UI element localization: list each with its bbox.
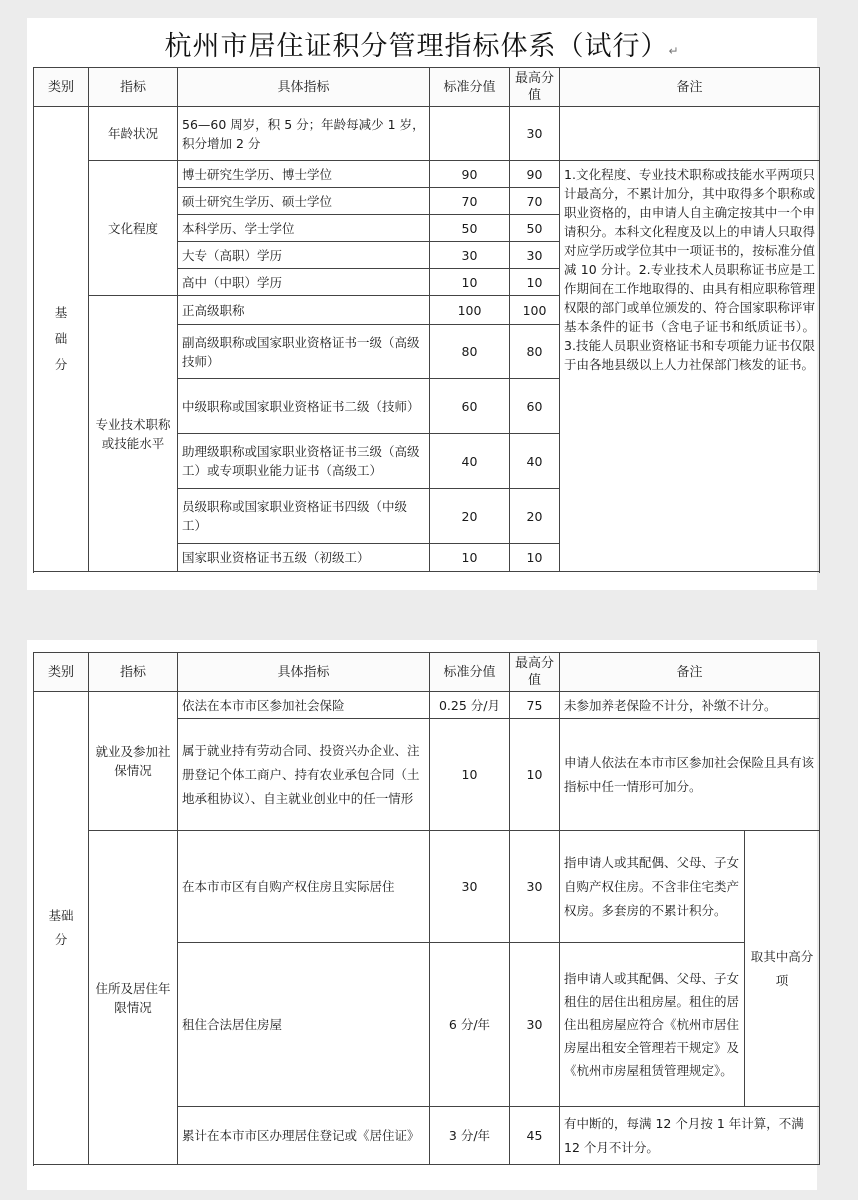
indicator-residence: 住所及居住年限情况 [89,831,178,1165]
remarks-cell: 有中断的，每满 12 个月按 1 年计算，不满 12 个月不计分。 [560,1107,820,1165]
header-category: 类别 [34,653,89,692]
header-max: 最高分值 [510,653,560,692]
max-cell: 10 [510,544,560,572]
standard-cell: 10 [430,269,510,296]
remarks-age [560,107,820,161]
document-page-2 [27,640,817,1190]
max-cell: 10 [510,269,560,296]
specific-cell: 副高级职称或国家职业资格证书一级（高级技师） [178,325,430,379]
header-remarks: 备注 [560,68,820,107]
standard-cell: 100 [430,296,510,325]
category-cell [34,692,89,1165]
specific-cell: 正高级职称 [178,296,430,325]
table-row [34,161,820,188]
indicator-professional: 专业技术职称或技能水平 [89,296,178,572]
standard-cell: 0.25 分/月 [430,692,510,719]
header-specific: 具体指标 [178,653,430,692]
max-cell: 30 [510,242,560,269]
max-cell: 90 [510,161,560,188]
specific-cell: 国家职业资格证书五级（初级工） [178,544,430,572]
max-cell: 50 [510,215,560,242]
standard-age [430,107,510,161]
remarks-cell: 指申请人或其配偶、父母、子女租住的居住出租房屋。租住的居住出租房屋应符合《杭州市居住房屋出租安全管理若干规定》及《杭州市房屋租赁管理规定》。 [560,943,745,1107]
standard-cell: 30 [430,831,510,943]
indicator-education: 文化程度 [89,161,178,296]
table-header-row [34,653,820,692]
specific-cell: 属于就业持有劳动合同、投资兴办企业、注册登记个体工商户、持有农业承包合同（土地承租协议）、自主就业创业中的任一情形 [178,719,430,831]
points-table-1 [33,67,820,572]
specific-cell: 租住合法居住房屋 [178,943,430,1107]
max-cell: 75 [510,692,560,719]
table-row [34,831,820,943]
document-title [27,24,817,63]
category-label: 基础分 [54,305,68,372]
max-cell: 10 [510,719,560,831]
table-header-row [34,68,820,107]
header-indicator: 指标 [89,68,178,107]
standard-cell: 20 [430,489,510,544]
remarks-cell: 申请人依法在本市市区参加社会保险且具有该指标中任一情形可加分。 [560,719,820,831]
category-label: 基础分 [48,908,74,947]
specific-cell: 本科学历、学士学位 [178,215,430,242]
specific-cell: 大专（高职）学历 [178,242,430,269]
max-cell: 40 [510,434,560,489]
specific-cell: 依法在本市市区参加社会保险 [178,692,430,719]
standard-cell: 10 [430,719,510,831]
standard-cell: 3 分/年 [430,1107,510,1165]
specific-age: 56—60 周岁，积 5 分；年龄每减少 1 岁，积分增加 2 分 [178,107,430,161]
standard-cell: 30 [430,242,510,269]
header-category: 类别 [34,68,89,107]
specific-cell: 累计在本市市区办理居住登记或《居住证》 [178,1107,430,1165]
remarks-notes: 1.文化程度、专业技术职称或技能水平两项只计最高分，不累计加分，其中取得多个职称或职业资格的，由申请人自主确定按其中一个申请积分。本科文化程度及以上的申请人只取得对应学历或学位其中一项证书的，按标准分值减 10 分计。2.专业技术人员职称证书应是工作期间在工作地取得的、由具有相应职称管理权限的部门或单位颁发的、符合国家职称评审基本条件的证书（含电子证书和纸质证书）。3.技能人员职业资格证书和专项能力证书仅限于由各地县级以上人力社保部门核发的证书。 [560,161,820,572]
remarks-combined: 取其中高分项 [745,831,820,1107]
header-remarks: 备注 [560,653,820,692]
header-indicator: 指标 [89,653,178,692]
header-max: 最高分值 [510,68,560,107]
standard-cell: 50 [430,215,510,242]
indicator-employment: 就业及参加社保情况 [89,692,178,831]
remarks-cell: 指申请人或其配偶、父母、子女自购产权住房。不含非住宅类产权房。多套房的不累计积分。 [560,831,745,943]
max-cell: 30 [510,831,560,943]
standard-cell: 6 分/年 [430,943,510,1107]
max-age: 30 [510,107,560,161]
standard-cell: 70 [430,188,510,215]
header-standard: 标准分值 [430,653,510,692]
header-specific: 具体指标 [178,68,430,107]
max-cell: 45 [510,1107,560,1165]
category-cell [34,107,89,572]
remarks-cell: 未参加养老保险不计分，补缴不计分。 [560,692,820,719]
table-row [34,107,820,161]
max-cell: 100 [510,296,560,325]
max-cell: 60 [510,379,560,434]
standard-cell: 60 [430,379,510,434]
standard-cell: 10 [430,544,510,572]
max-cell: 80 [510,325,560,379]
max-cell: 70 [510,188,560,215]
table-row [34,692,820,719]
specific-cell: 助理级职称或国家职业资格证书三级（高级工）或专项职业能力证书（高级工） [178,434,430,489]
max-cell: 30 [510,943,560,1107]
header-standard: 标准分值 [430,68,510,107]
standard-cell: 90 [430,161,510,188]
specific-cell: 在本市市区有自购产权住房且实际居住 [178,831,430,943]
specific-cell: 员级职称或国家职业资格证书四级（中级工） [178,489,430,544]
specific-cell: 硕士研究生学历、硕士学位 [178,188,430,215]
specific-cell: 博士研究生学历、博士学位 [178,161,430,188]
max-cell: 20 [510,489,560,544]
document-page-1 [27,18,817,590]
document-title-text: 杭州市居住证积分管理指标体系（试行） [164,31,669,62]
indicator-age: 年龄状况 [89,107,178,161]
specific-cell: 中级职称或国家职业资格证书二级（技师） [178,379,430,434]
paragraph-mark: ↵ [668,44,680,58]
points-table-2 [33,652,820,1165]
standard-cell: 40 [430,434,510,489]
standard-cell: 80 [430,325,510,379]
specific-cell: 高中（中职）学历 [178,269,430,296]
